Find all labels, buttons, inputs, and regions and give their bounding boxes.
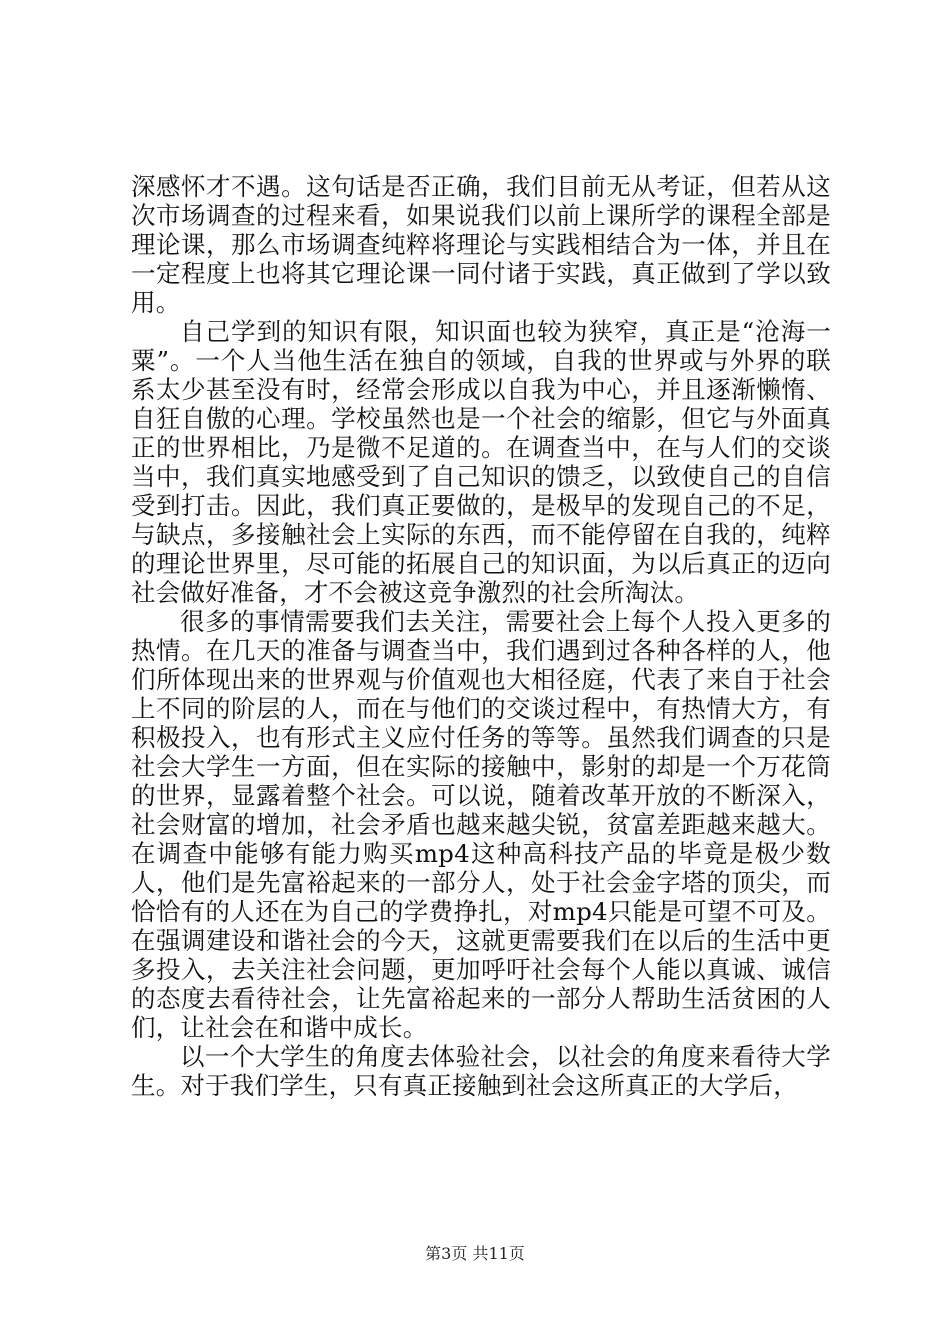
paragraph-4: 以一个大学生的角度去体验社会，以社会的角度来看待大学生。对于我们学生，只有真正接触到社会这所真正的大学后，: [131, 1042, 831, 1100]
body-text: [131, 172, 831, 1100]
paragraph-3: 很多的事情需要我们去关注，需要社会上每个人投入更多的热情。在几天的准备与调查当中，我们遇到过各种各样的人，他们所体现出来的世界观与价值观也大相径庭，代表了来自于社会上不同的阶层的人，而在与他们的交谈过程中，有热情大方，有积极投入，也有形式主义应付任务的等等。虽然我们调查的只是社会大学生一方面，但在实际的接触中，影射的却是一个万花筒的世界，显露着整个社会。可以说，随着改革开放的不断深入，社会财富的增加，社会矛盾也越来越尖锐，贫富差距越来越大。在调查中能够有能力购买mp4这种高科技产品的毕竟是极少数人，他们是先富裕起来的一部分人，处于社会金字塔的顶尖，而恰恰有的人还在为自己的学费挣扎，对mp4只能是可望不可及。在强调建设和谐社会的今天，这就更需要我们在以后的生活中更多投入，去关注社会问题，更加呼吁社会每个人能以真诚、诚信的态度去看待社会，让先富裕起来的一部分人帮助生活贫困的人们，让社会在和谐中成长。: [131, 607, 831, 1042]
paragraph-1: 深感怀才不遇。这句话是否正确，我们目前无从考证，但若从这次市场调查的过程来看，如果说我们以前上课所学的课程全部是理论课，那么市场调查纯粹将理论与实践相结合为一体，并且在一定程度上也将其它理论课一同付诸于实践，真正做到了学以致用。: [131, 172, 831, 317]
paragraph-2: 自己学到的知识有限，知识面也较为狭窄，真正是“沧海一粟”。一个人当他生活在独自的领域，自我的世界或与外界的联系太少甚至没有时，经常会形成以自我为中心，并且逐渐懒惰、自狂自傲的心理。学校虽然也是一个社会的缩影，但它与外面真正的世界相比，乃是微不足道的。在调查当中，在与人们的交谈当中，我们真实地感受到了自己知识的馈乏，以致使自己的自信受到打击。因此，我们真正要做的，是极早的发现自己的不足，与缺点，多接触社会上实际的东西，而不能停留在自我的，纯粹的理论世界里，尽可能的拓展自己的知识面，为以后真正的迈向社会做好准备，才不会被这竞争激烈的社会所淘汰。: [131, 317, 831, 607]
page-footer: 第3页 共11页: [425, 1244, 525, 1263]
